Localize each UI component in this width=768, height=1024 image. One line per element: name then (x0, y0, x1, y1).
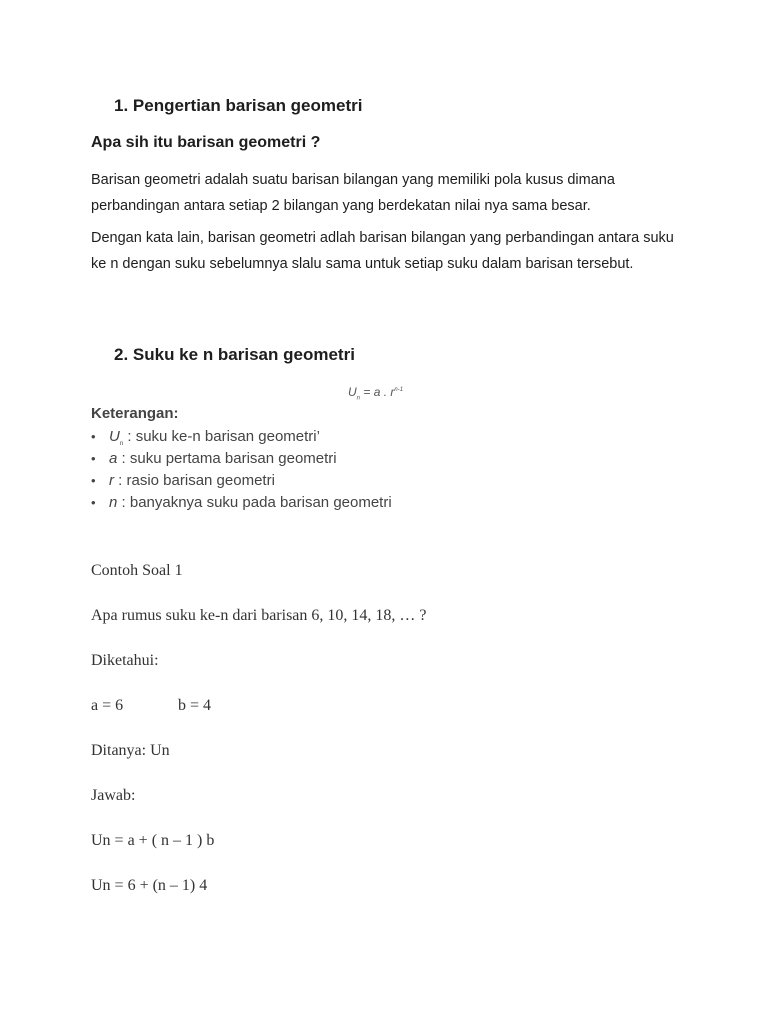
keterangan-label: Keterangan: (91, 405, 179, 422)
section-1-subheading: Apa sih itu barisan geometri ? (91, 134, 321, 151)
list-item (91, 448, 392, 470)
value-b: b = 4 (178, 697, 212, 714)
variable: n (109, 494, 118, 511)
variable-sub: n (119, 441, 124, 447)
item-text: : suku ke-n barisan geometri’ (123, 428, 320, 445)
example-question: Apa rumus suku ke-n dari barisan 6, 10, 14, 18, … ? (91, 607, 427, 624)
formula-sub: n (356, 395, 361, 402)
item-text: : banyaknya suku pada barisan geometri (117, 494, 392, 511)
formula (348, 385, 403, 401)
known-label: Diketahui: (91, 652, 159, 669)
answer-step-1: Un = a + ( n – 1 ) b (91, 832, 215, 849)
paragraph-definition: Barisan geometri adalah suatu barisan bilangan yang memiliki pola kusus dimana perbandingan antara setiap 2 bilangan yang berdekatan nilai nya sama besar. (91, 172, 615, 214)
list-item (91, 492, 392, 514)
section-1-heading: 1. Pengertian barisan geometri (114, 96, 363, 115)
list-item (91, 426, 392, 448)
paragraph-explanation: Dengan kata lain, barisan geometri adlah barisan bilangan yang perbandingan antara suku ke n dengan suku sebelumnya slalu sama untuk setiap suku dalam barisan tersebut. (91, 230, 674, 272)
section-2-heading: 2. Suku ke n barisan geometri (114, 345, 355, 364)
variable: r (109, 472, 114, 489)
list-item (91, 470, 392, 492)
formula-u: U (348, 385, 357, 399)
asked-label: Ditanya: Un (91, 742, 170, 759)
variable: U (109, 428, 120, 445)
answer-label: Jawab: (91, 787, 136, 804)
value-a: a = 6 (91, 697, 124, 714)
variable: a (109, 450, 118, 467)
keterangan-list (91, 426, 392, 514)
item-text: : rasio barisan geometri (114, 472, 275, 489)
formula-sup: n-1 (394, 387, 404, 393)
item-text: : suku pertama barisan geometri (117, 450, 337, 467)
answer-step-2: Un = 6 + (n – 1) 4 (91, 877, 208, 894)
example-title: Contoh Soal 1 (91, 562, 183, 579)
formula-mid: = a . r (360, 385, 395, 399)
